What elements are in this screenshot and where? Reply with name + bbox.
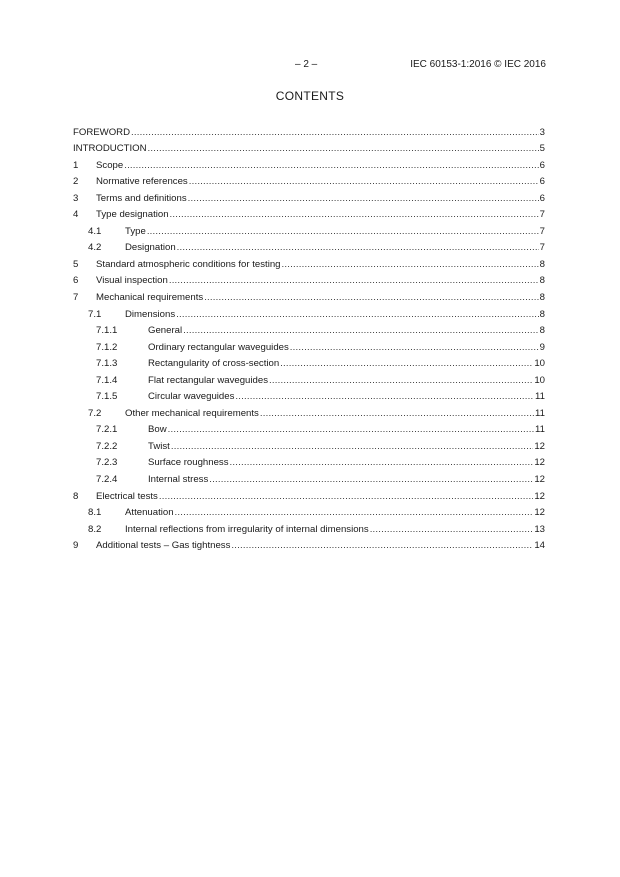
toc-entry-title: Internal stress bbox=[148, 474, 209, 486]
toc-entry-title: Rectangularity of cross-section bbox=[148, 358, 280, 370]
toc-entry-title: INTRODUCTION bbox=[73, 143, 147, 155]
toc-entry-page: 8 bbox=[539, 275, 545, 287]
toc-entry[interactable] bbox=[73, 188, 545, 205]
dot-leader bbox=[370, 524, 534, 536]
toc-entry[interactable] bbox=[73, 354, 545, 371]
dot-leader bbox=[176, 309, 539, 321]
dot-leader bbox=[235, 391, 534, 403]
toc-entry-title: Scope bbox=[96, 159, 124, 171]
toc-entry-page: 3 bbox=[539, 126, 545, 138]
toc-entry-number: 7.1.2 bbox=[96, 341, 118, 353]
toc-entry-page: 6 bbox=[539, 192, 545, 204]
page-title: CONTENTS bbox=[275, 89, 345, 103]
dot-leader bbox=[159, 491, 533, 503]
dot-leader bbox=[169, 275, 539, 287]
toc-entry[interactable] bbox=[73, 238, 545, 255]
toc-entry-page: 14 bbox=[534, 540, 545, 552]
toc-entry-title: Terms and definitions bbox=[96, 192, 187, 204]
dot-leader bbox=[260, 408, 534, 420]
toc-entry-page: 9 bbox=[539, 341, 545, 353]
toc-entry[interactable] bbox=[73, 139, 545, 156]
toc-entry-number: 1 bbox=[73, 159, 79, 171]
dot-leader bbox=[168, 424, 534, 436]
dot-leader bbox=[290, 342, 539, 354]
toc-entry-title: Type bbox=[125, 225, 146, 237]
dot-leader bbox=[269, 375, 533, 387]
toc-entry[interactable] bbox=[73, 254, 545, 271]
toc-entry-page: 10 bbox=[534, 358, 545, 370]
toc-entry-number: 7.1.3 bbox=[96, 358, 118, 370]
toc-entry[interactable] bbox=[73, 519, 545, 536]
dot-leader bbox=[177, 242, 539, 254]
toc-entry-number: 7.2.3 bbox=[96, 457, 118, 469]
toc-entry-number: 8 bbox=[73, 490, 79, 502]
toc-entry[interactable] bbox=[73, 403, 545, 420]
toc-entry-title: Visual inspection bbox=[96, 275, 168, 287]
toc-entry-number: 8.2 bbox=[88, 523, 102, 535]
toc-entry-number: 4.2 bbox=[88, 242, 102, 254]
dot-leader bbox=[231, 540, 533, 552]
toc-entry-title: Attenuation bbox=[125, 507, 174, 519]
dot-leader bbox=[170, 209, 539, 221]
toc-entry-title: Normative references bbox=[96, 176, 188, 188]
page-number: – 2 – bbox=[295, 59, 318, 70]
dot-leader bbox=[204, 292, 538, 304]
toc-entry-page: 13 bbox=[534, 523, 545, 535]
toc-entry-title: Additional tests – Gas tightness bbox=[96, 540, 231, 552]
toc-entry[interactable] bbox=[73, 536, 545, 553]
toc-entry-title: Type designation bbox=[96, 209, 169, 221]
toc-entry-number: 7.1 bbox=[88, 308, 102, 320]
toc-entry-title: FOREWORD bbox=[73, 126, 131, 138]
toc-entry-title: Mechanical requirements bbox=[96, 292, 204, 304]
toc-entry[interactable] bbox=[73, 205, 545, 222]
toc-entry[interactable] bbox=[73, 453, 545, 470]
toc-entry-number: 7.1.4 bbox=[96, 374, 118, 386]
toc-entry[interactable] bbox=[73, 370, 545, 387]
toc-entry-page: 6 bbox=[539, 176, 545, 188]
table-of-contents bbox=[73, 122, 545, 552]
toc-entry[interactable] bbox=[73, 271, 545, 288]
toc-entry-title: Twist bbox=[148, 440, 170, 452]
toc-entry-number: 5 bbox=[73, 258, 79, 270]
toc-entry-number: 7.1.5 bbox=[96, 391, 118, 403]
toc-entry-title: General bbox=[148, 325, 183, 337]
dot-leader bbox=[209, 474, 533, 486]
toc-entry[interactable] bbox=[73, 486, 545, 503]
toc-entry-title: Dimensions bbox=[125, 308, 176, 320]
toc-entry-number: 9 bbox=[73, 540, 79, 552]
document-reference: IEC 60153-1:2016 © IEC 2016 bbox=[410, 59, 546, 70]
toc-entry[interactable] bbox=[73, 172, 545, 189]
toc-entry-title: Surface roughness bbox=[148, 457, 229, 469]
toc-entry-number: 4 bbox=[73, 209, 79, 221]
dot-leader bbox=[131, 127, 539, 139]
toc-entry-page: 8 bbox=[539, 258, 545, 270]
toc-entry[interactable] bbox=[73, 337, 545, 354]
toc-entry[interactable] bbox=[73, 436, 545, 453]
toc-entry-page: 11 bbox=[535, 391, 545, 403]
toc-entry-number: 4.1 bbox=[88, 225, 102, 237]
page-header bbox=[0, 59, 620, 73]
toc-entry-title: Electrical tests bbox=[96, 490, 158, 502]
toc-entry-page: 12 bbox=[534, 490, 545, 502]
toc-entry-title: Flat rectangular waveguides bbox=[148, 374, 268, 386]
dot-leader bbox=[188, 193, 539, 205]
toc-entry-title: Standard atmospheric conditions for testing bbox=[96, 258, 281, 270]
toc-entry-page: 7 bbox=[539, 209, 545, 221]
toc-entry[interactable] bbox=[73, 420, 545, 437]
toc-entry-page: 11 bbox=[535, 424, 545, 436]
toc-entry[interactable] bbox=[73, 321, 545, 338]
toc-entry[interactable] bbox=[73, 469, 545, 486]
dot-leader bbox=[171, 441, 533, 453]
dot-leader bbox=[282, 259, 539, 271]
toc-entry-number: 8.1 bbox=[88, 507, 102, 519]
toc-entry[interactable] bbox=[73, 387, 545, 404]
toc-entry[interactable] bbox=[73, 287, 545, 304]
toc-entry-title: Bow bbox=[148, 424, 167, 436]
toc-entry-title: Ordinary rectangular waveguides bbox=[148, 341, 289, 353]
dot-leader bbox=[183, 325, 539, 337]
toc-entry-number: 7.2.4 bbox=[96, 474, 118, 486]
toc-entry-page: 8 bbox=[539, 308, 545, 320]
toc-entry-number: 7.2.1 bbox=[96, 424, 118, 436]
toc-entry-page: 8 bbox=[539, 292, 545, 304]
toc-entry-page: 10 bbox=[534, 374, 545, 386]
toc-entry-page: 7 bbox=[539, 242, 545, 254]
toc-entry[interactable] bbox=[73, 155, 545, 172]
toc-entry[interactable] bbox=[73, 122, 545, 139]
toc-entry-page: 12 bbox=[534, 474, 545, 486]
toc-entry-page: 7 bbox=[539, 225, 545, 237]
toc-entry-number: 2 bbox=[73, 176, 79, 188]
toc-entry-number: 7.2 bbox=[88, 407, 102, 419]
toc-entry-page: 11 bbox=[535, 407, 545, 419]
toc-entry[interactable] bbox=[73, 221, 545, 238]
toc-entry-page: 12 bbox=[534, 507, 545, 519]
dot-leader bbox=[175, 507, 534, 519]
toc-entry-page: 6 bbox=[539, 159, 545, 171]
toc-entry-page: 5 bbox=[539, 143, 545, 155]
toc-entry-page: 12 bbox=[534, 440, 545, 452]
toc-entry-number: 6 bbox=[73, 275, 79, 287]
toc-entry-title: Internal reflections from irregularity of internal dimensions bbox=[125, 523, 369, 535]
toc-entry-number: 7 bbox=[73, 292, 79, 304]
toc-entry-title: Circular waveguides bbox=[148, 391, 235, 403]
dot-leader bbox=[124, 160, 538, 172]
toc-entry-number: 7.1.1 bbox=[96, 325, 118, 337]
dot-leader bbox=[280, 358, 533, 370]
toc-entry-page: 8 bbox=[539, 325, 545, 337]
dot-leader bbox=[148, 143, 539, 155]
dot-leader bbox=[189, 176, 539, 188]
toc-entry-title: Other mechanical requirements bbox=[125, 407, 259, 419]
dot-leader bbox=[147, 226, 539, 238]
toc-entry-page: 12 bbox=[534, 457, 545, 469]
toc-entry[interactable] bbox=[73, 304, 545, 321]
toc-entry-number: 7.2.2 bbox=[96, 440, 118, 452]
toc-entry[interactable] bbox=[73, 503, 545, 520]
dot-leader bbox=[230, 457, 534, 469]
toc-entry-number: 3 bbox=[73, 192, 79, 204]
toc-entry-title: Designation bbox=[125, 242, 176, 254]
